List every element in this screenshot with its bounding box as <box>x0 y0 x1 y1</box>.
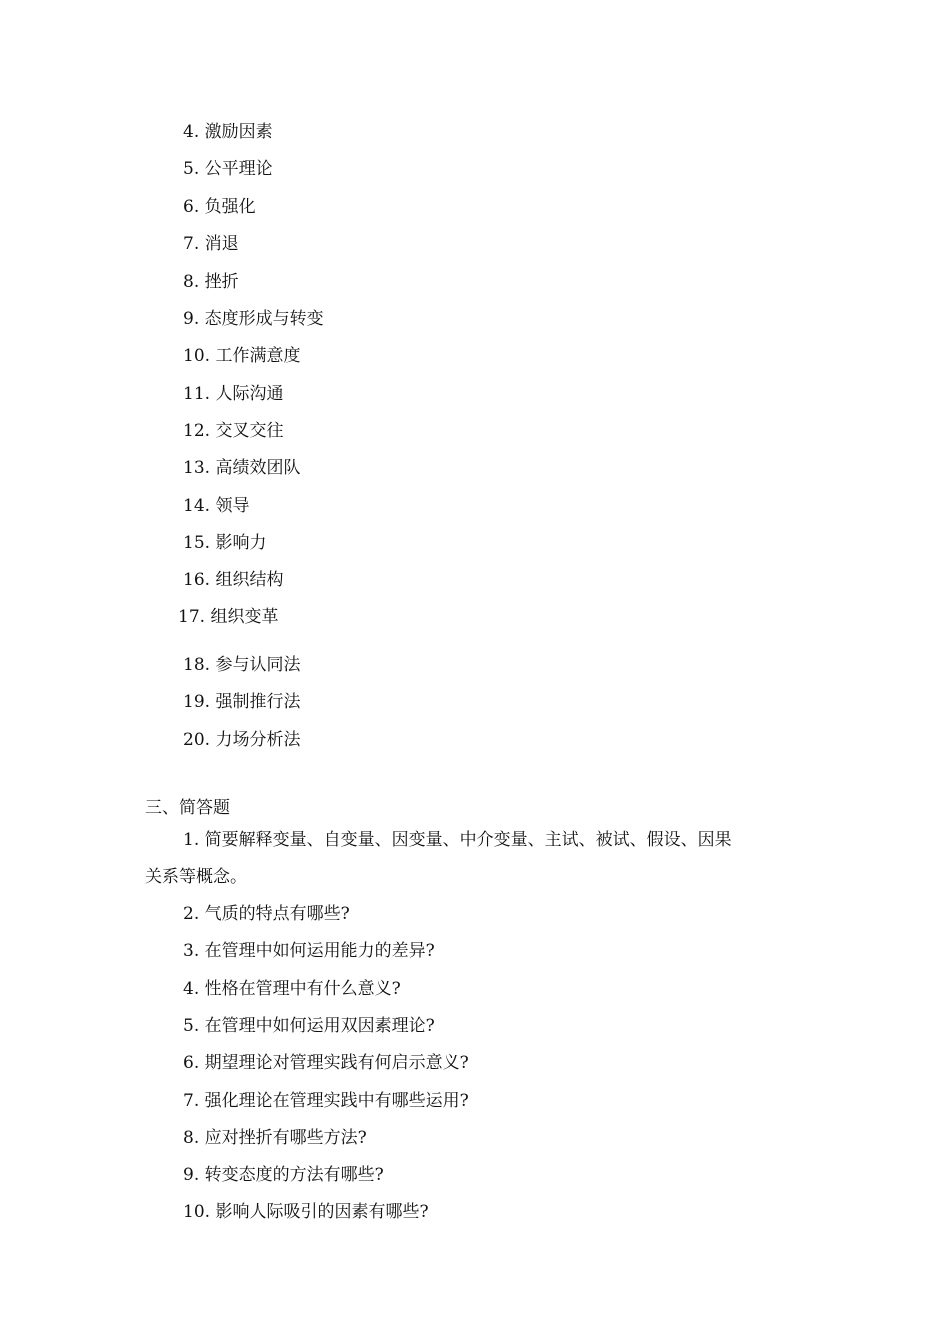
list-item: 13. 高绩效团队 <box>183 458 301 478</box>
list-item: 19. 强制推行法 <box>183 692 301 712</box>
question-item: 6. 期望理论对管理实践有何启示意义? <box>183 1053 469 1073</box>
question-item: 9. 转变态度的方法有哪些? <box>183 1165 384 1185</box>
question-item: 2. 气质的特点有哪些? <box>183 904 350 924</box>
list-item: 15. 影响力 <box>183 533 267 553</box>
list-item: 9. 态度形成与转变 <box>183 309 324 329</box>
question-item: 10. 影响人际吸引的因素有哪些? <box>183 1202 429 1222</box>
list-item: 6. 负强化 <box>183 197 256 217</box>
list-item: 20. 力场分析法 <box>183 730 301 750</box>
list-item: 4. 激励因素 <box>183 122 273 142</box>
question-item: 4. 性格在管理中有什么意义? <box>183 979 401 999</box>
question-item: 3. 在管理中如何运用能力的差异? <box>183 941 435 961</box>
list-item: 12. 交叉交往 <box>183 421 284 441</box>
list-item: 18. 参与认同法 <box>183 655 301 675</box>
list-item: 14. 领导 <box>183 496 250 516</box>
list-item: 11. 人际沟通 <box>183 384 284 404</box>
section-heading: 三、简答题 <box>145 798 230 818</box>
list-item: 16. 组织结构 <box>183 570 284 590</box>
question-item: 1. 简要解释变量、自变量、因变量、中介变量、主试、被试、假设、因果 <box>183 830 732 850</box>
list-item: 10. 工作满意度 <box>183 346 301 366</box>
list-item: 8. 挫折 <box>183 272 239 292</box>
list-item: 5. 公平理论 <box>183 159 273 179</box>
list-item: 7. 消退 <box>183 234 239 254</box>
question-item: 5. 在管理中如何运用双因素理论? <box>183 1016 435 1036</box>
list-item: 17. 组织变革 <box>178 607 279 627</box>
question-item: 8. 应对挫折有哪些方法? <box>183 1128 367 1148</box>
question-item: 7. 强化理论在管理实践中有哪些运用? <box>183 1091 469 1111</box>
question-item-continuation: 关系等概念。 <box>145 867 247 887</box>
